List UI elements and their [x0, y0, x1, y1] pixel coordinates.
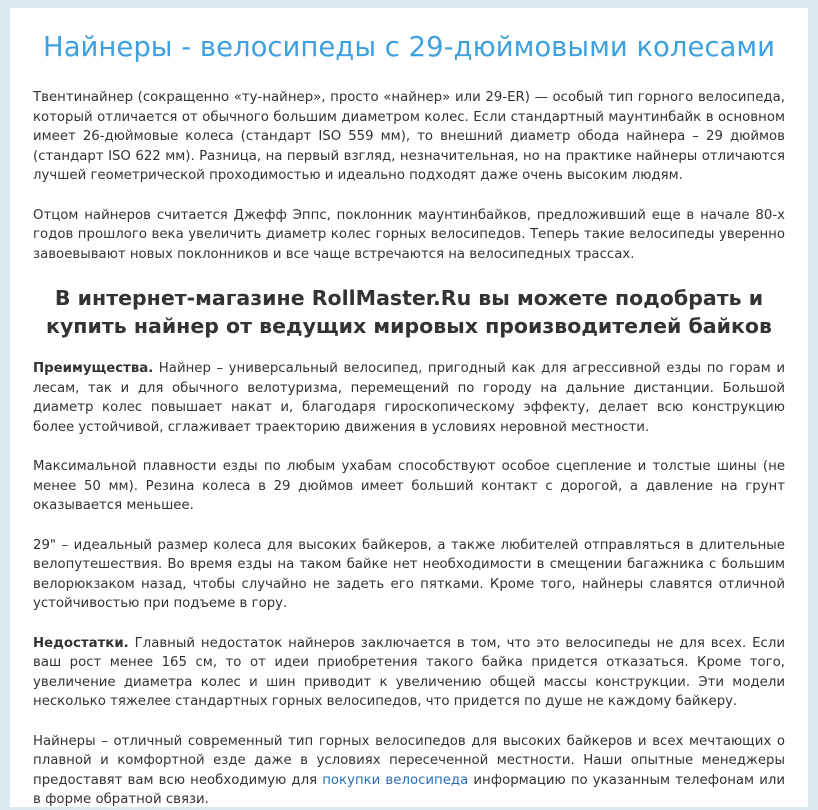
conclusion-paragraph	[33, 732, 785, 810]
buy-bicycle-link[interactable]: покупки велосипеда	[322, 772, 469, 788]
store-subheading-line-1: В интернет-магазине RollMaster.Ru вы можете подобрать и	[54, 286, 764, 310]
body-paragraph-2: 29" – идеальный размер колеса для высоких байкеров, а также любителей отправляться в длительные велопутешествия. Во время езды на таком байке нет необходимости в смещении багажника с большим велорюкзаком назад, чтобы случайно не задеть его пятками. Кроме того, найнеры славятся отличной устойчивостью при подъеме в гору.	[33, 537, 785, 611]
store-subheading	[33, 284, 785, 340]
conclusion-text-before: Найнеры – отличный современный тип горных велосипедов для высоких байкеров и всех мечтающих о плавной и комфортной езде даже в условиях пересеченной местности. Наши опытные менеджеры предоставят вам всю необходимую для	[33, 733, 785, 788]
article-card	[10, 8, 808, 807]
intro-paragraph-1: Твентинайнер (сокращенно «ту-найнер», просто «найнер» или 29-ER) — особый тип горного велосипеда, который отличается от обычного большим диаметром колес. Если стандартный маунтинбайк в основном имеет 26-дюймовые колеса (стандарт ISO 559 мм), то внешний диаметр обода найнера – 29 дюймов (стандарт ISO 622 мм). Разница, на первый взгляд, незначительная, но на практике найнеры отличаются лучшей геометрической проходимостью и идеально подходят даже очень высоким людям.	[33, 90, 785, 183]
advantages-paragraph	[33, 359, 785, 437]
store-subheading-line-2: купить найнер от ведущих мировых производителей байков	[46, 314, 772, 338]
disadvantages-label: Недостатки.	[33, 635, 129, 651]
disadvantages-text: Главный недостаток найнеров заключается в том, что это велосипеды не для всех. Если ваш рост менее 165 см, то от идеи приобретения такого байка придется отказаться. Кроме того, увеличение диаметра колес и шин приводит к увеличению общей массы конструкции. Эти модели несколько тяжелее стандартных горных велосипедов, что придется по душе не каждому байкеру.	[33, 635, 785, 709]
disadvantages-paragraph	[33, 634, 785, 712]
advantages-label: Преимущества.	[33, 361, 154, 376]
intro-paragraph-2: Отцом найнеров считается Джефф Эппс, поклонник маунтинбайков, предложивший еще в начале 80-х годов прошлого века увеличить диаметр колес горных велосипедов. Теперь такие велосипеды уверенно завоевывают новых поклонников и все чаще встречаются на велосипедных трассах.	[33, 207, 785, 262]
advantages-text: Найнер – универсальный велосипед, пригодный как для агрессивной езды по горам и лесам, так и для обычного велотуризма, перемещений по городу на дальние дистанции. Большой диаметр колес повышает накат и, благодаря гироскопическому эффекту, делает всю конструкцию более устойчивой, сглаживает траекторию движения в условиях неровной местности.	[33, 361, 785, 435]
page-title: Найнеры - велосипеды с 29-дюймовыми колесами	[43, 31, 775, 63]
body-paragraph-1: Максимальной плавности езды по любым ухабам способствуют особое сцепление и толстые шины (не менее 50 мм). Резина колеса в 29 дюймов имеет больший контакт с дорогой, а давление на грунт оказывается меньшее.	[33, 459, 785, 513]
conclusion-text-after: информацию по указанным телефонам или в форме обратной связи.	[33, 772, 785, 807]
